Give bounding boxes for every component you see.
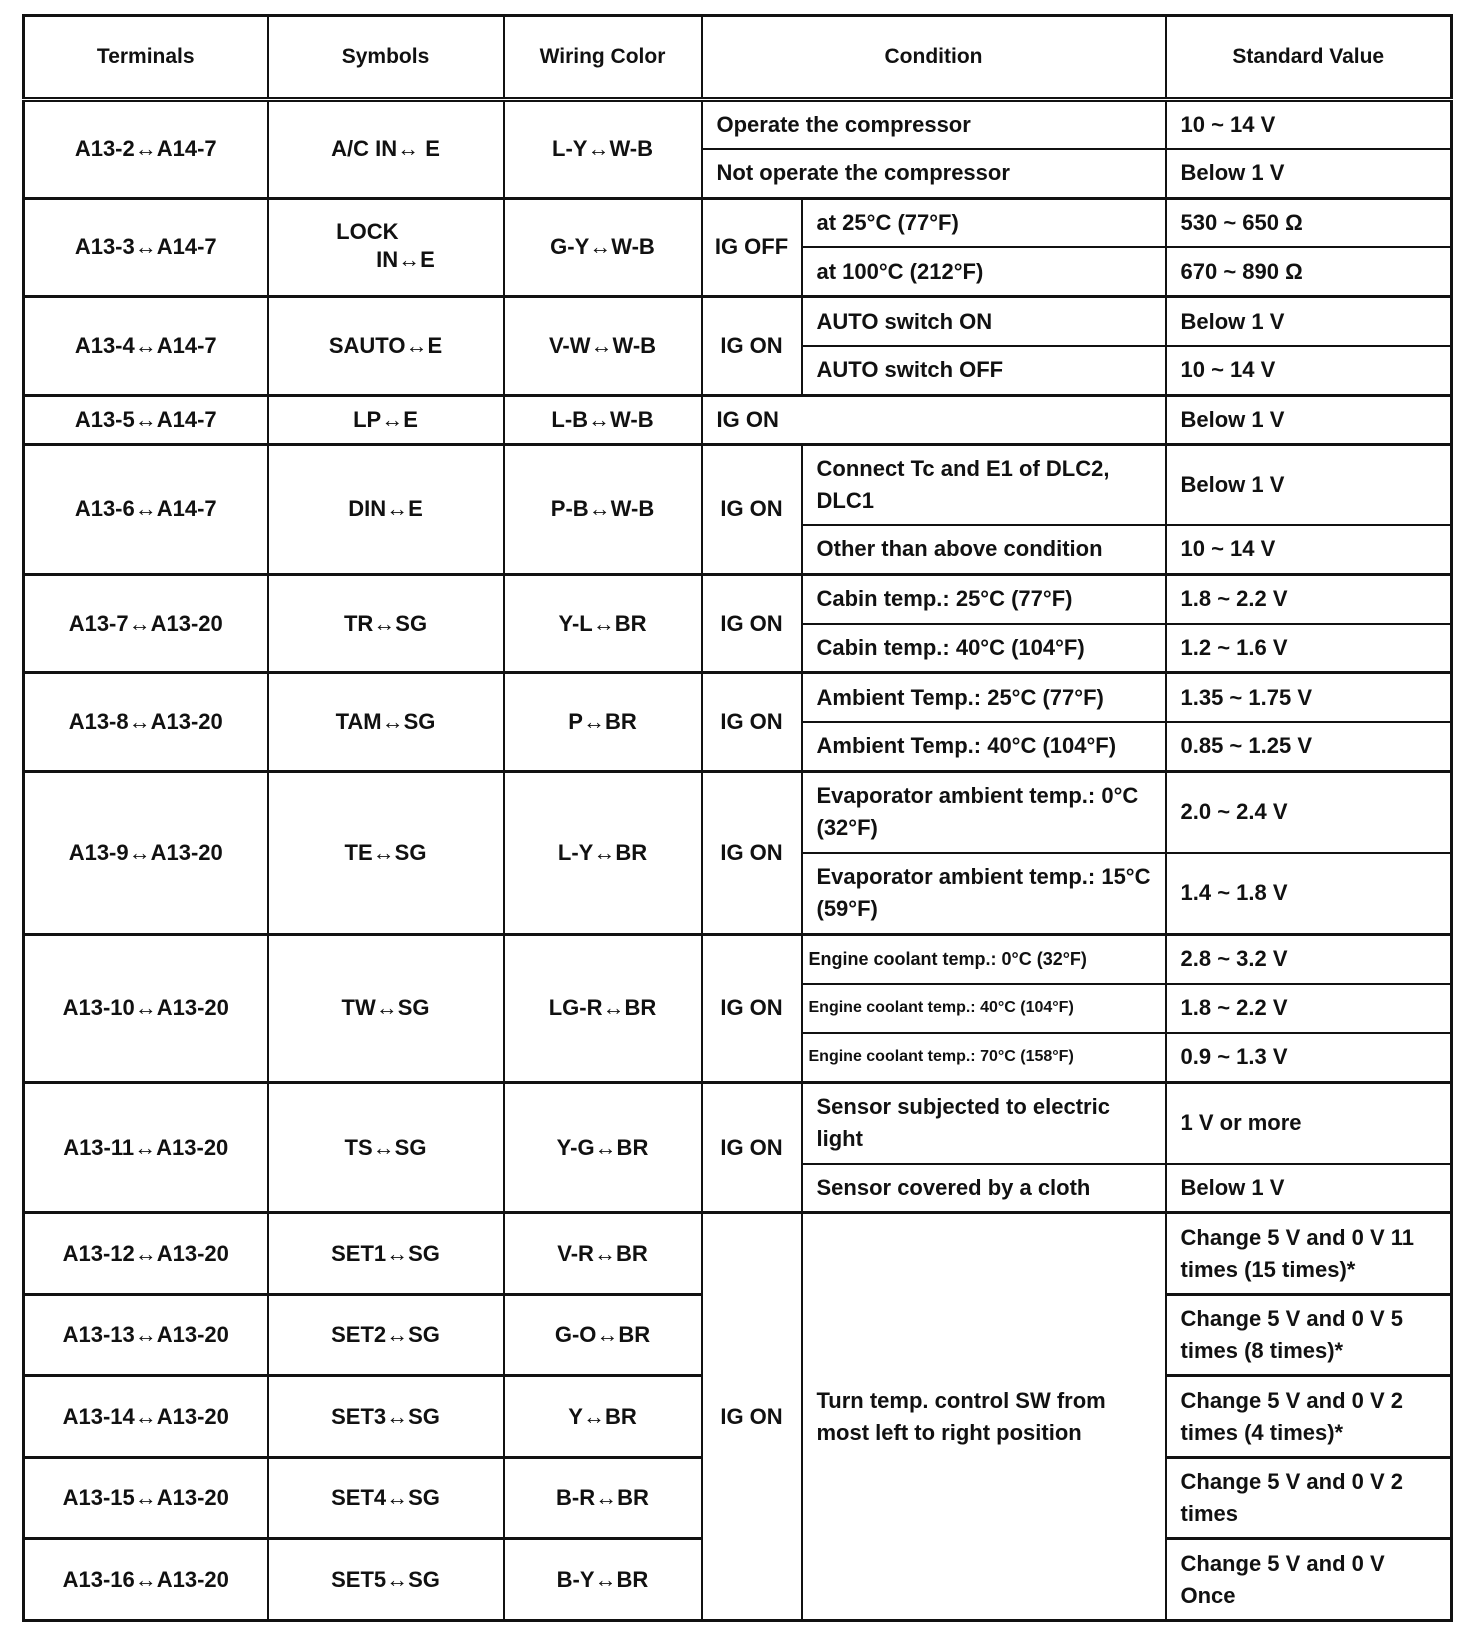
terminals-cell: A13-11↔A13-20 (24, 1082, 268, 1213)
terminals-cell: A13-8↔A13-20 (24, 673, 268, 772)
table-row (24, 444, 1452, 524)
condition-cell: Ambient Temp.: 25°C (77°F) (802, 673, 1166, 722)
ig-cell: IG ON (702, 934, 802, 1082)
value-cell: 1 V or more (1166, 1082, 1452, 1163)
value-cell: 1.8 ~ 2.2 V (1166, 574, 1452, 623)
condition-cell: at 100°C (212°F) (802, 247, 1166, 296)
header-condition: Condition (702, 16, 1166, 100)
header-row (24, 16, 1452, 100)
condition-cell: Turn temp. control SW from most left to right position (802, 1213, 1166, 1621)
symbols-cell: SAUTO↔E (268, 297, 504, 396)
terminals-cell: A13-14↔A13-20 (24, 1376, 268, 1457)
terminals-cell: A13-4↔A14-7 (24, 297, 268, 396)
condition-cell: Sensor subjected to electric light (802, 1082, 1166, 1163)
terminals-cell: A13-16↔A13-20 (24, 1539, 268, 1621)
value-cell: 10 ~ 14 V (1166, 346, 1452, 395)
symbols-cell: TE↔SG (268, 771, 504, 934)
table-row (24, 100, 1452, 149)
condition-cell: AUTO switch OFF (802, 346, 1166, 395)
value-cell: Below 1 V (1166, 444, 1452, 524)
condition-cell: at 25°C (77°F) (802, 198, 1166, 247)
value-cell: Change 5 V and 0 V 2 times (1166, 1457, 1452, 1538)
symbols-cell: SET4↔SG (268, 1457, 504, 1538)
symbols-cell: SET2↔SG (268, 1294, 504, 1375)
value-cell: 1.35 ~ 1.75 V (1166, 673, 1452, 722)
symbols-bottom-text: IN↔E (376, 247, 435, 273)
table-row (24, 1082, 1452, 1163)
symbols-cell: SET5↔SG (268, 1539, 504, 1621)
value-cell: 1.4 ~ 1.8 V (1166, 853, 1452, 934)
value-cell: 2.0 ~ 2.4 V (1166, 771, 1452, 852)
terminals-cell: A13-15↔A13-20 (24, 1457, 268, 1538)
condition-cell: Connect Tc and E1 of DLC2, DLC1 (802, 444, 1166, 524)
value-cell: Change 5 V and 0 V Once (1166, 1539, 1452, 1621)
terminals-cell: A13-6↔A14-7 (24, 444, 268, 574)
condition-cell: Cabin temp.: 40°C (104°F) (802, 624, 1166, 673)
wiring-cell: Y-L↔BR (504, 574, 702, 673)
wiring-cell: B-Y↔BR (504, 1539, 702, 1621)
terminals-cell: A13-10↔A13-20 (24, 934, 268, 1082)
value-cell: Below 1 V (1166, 1164, 1452, 1213)
wiring-cell: B-R↔BR (504, 1457, 702, 1538)
document-page (22, 14, 1450, 1622)
value-cell: Below 1 V (1166, 149, 1452, 198)
symbols-cell (268, 198, 504, 297)
wiring-cell: P-B↔W-B (504, 444, 702, 574)
condition-cell: Engine coolant temp.: 70°C (158°F) (802, 1033, 1166, 1082)
ig-cell: IG ON (702, 444, 802, 574)
value-cell: 2.8 ~ 3.2 V (1166, 934, 1452, 983)
ig-cell: IG ON (702, 771, 802, 934)
condition-cell: Other than above condition (802, 525, 1166, 574)
wiring-cell: V-R↔BR (504, 1213, 702, 1294)
wiring-cell: LG-R↔BR (504, 934, 702, 1082)
terminals-cell: A13-7↔A13-20 (24, 574, 268, 673)
wiring-cell: G-O↔BR (504, 1294, 702, 1375)
table-row (24, 673, 1452, 722)
table-row (24, 297, 1452, 346)
terminals-cell: A13-9↔A13-20 (24, 771, 268, 934)
wiring-cell: L-B↔W-B (504, 395, 702, 444)
condition-cell: Engine coolant temp.: 0°C (32°F) (802, 934, 1166, 983)
value-cell: Change 5 V and 0 V 11 times (15 times)* (1166, 1213, 1452, 1294)
wiring-cell: P↔BR (504, 673, 702, 772)
value-cell: 1.2 ~ 1.6 V (1166, 624, 1452, 673)
condition-cell: Ambient Temp.: 40°C (104°F) (802, 722, 1166, 771)
value-cell: 0.85 ~ 1.25 V (1166, 722, 1452, 771)
table-row (24, 198, 1452, 247)
condition-cell: Operate the compressor (702, 100, 1166, 149)
value-cell: Change 5 V and 0 V 5 times (8 times)* (1166, 1294, 1452, 1375)
terminals-cell: A13-3↔A14-7 (24, 198, 268, 297)
ig-cell: IG ON (702, 297, 802, 396)
wiring-cell: Y-G↔BR (504, 1082, 702, 1213)
wiring-cell: L-Y↔BR (504, 771, 702, 934)
symbols-cell: TAM↔SG (268, 673, 504, 772)
condition-cell: Evaporator ambient temp.: 15°C (59°F) (802, 853, 1166, 934)
header-standard-value: Standard Value (1166, 16, 1452, 100)
ig-cell: IG ON (702, 1082, 802, 1213)
wiring-cell: V-W↔W-B (504, 297, 702, 396)
terminals-cell: A13-13↔A13-20 (24, 1294, 268, 1375)
wiring-cell: G-Y↔W-B (504, 198, 702, 297)
terminals-cell: A13-5↔A14-7 (24, 395, 268, 444)
value-cell: 10 ~ 14 V (1166, 525, 1452, 574)
value-cell: 0.9 ~ 1.3 V (1166, 1033, 1452, 1082)
symbols-cell: DIN↔E (268, 444, 504, 574)
value-cell: 670 ~ 890 Ω (1166, 247, 1452, 296)
value-cell: 1.8 ~ 2.2 V (1166, 984, 1452, 1033)
ig-cell: IG OFF (702, 198, 802, 297)
wiring-cell: Y↔BR (504, 1376, 702, 1457)
condition-cell: Not operate the compressor (702, 149, 1166, 198)
header-terminals: Terminals (24, 16, 268, 100)
value-cell: 10 ~ 14 V (1166, 100, 1452, 149)
condition-cell: Sensor covered by a cloth (802, 1164, 1166, 1213)
table-row (24, 395, 1452, 444)
condition-cell: Engine coolant temp.: 40°C (104°F) (802, 984, 1166, 1033)
symbols-cell: SET1↔SG (268, 1213, 504, 1294)
condition-cell: Cabin temp.: 25°C (77°F) (802, 574, 1166, 623)
terminals-cell: A13-2↔A14-7 (24, 100, 268, 199)
symbols-cell: LP↔E (268, 395, 504, 444)
table-row (24, 1213, 1452, 1294)
symbols-cell: TR↔SG (268, 574, 504, 673)
value-cell: Below 1 V (1166, 297, 1452, 346)
wiring-cell: L-Y↔W-B (504, 100, 702, 199)
symbols-lock-in (336, 218, 435, 274)
value-cell: 530 ~ 650 Ω (1166, 198, 1452, 247)
header-symbols: Symbols (268, 16, 504, 100)
symbols-cell: SET3↔SG (268, 1376, 504, 1457)
value-cell: Below 1 V (1166, 395, 1452, 444)
symbols-cell: TW↔SG (268, 934, 504, 1082)
table-row (24, 934, 1452, 983)
table-row (24, 771, 1452, 852)
condition-cell: Evaporator ambient temp.: 0°C (32°F) (802, 771, 1166, 852)
condition-cell: AUTO switch ON (802, 297, 1166, 346)
symbols-cell: TS↔SG (268, 1082, 504, 1213)
ig-cell: IG ON (702, 574, 802, 673)
ig-cell: IG ON (702, 395, 1166, 444)
symbols-top-text: LOCK (336, 219, 399, 245)
terminals-cell: A13-12↔A13-20 (24, 1213, 268, 1294)
table-row (24, 574, 1452, 623)
header-wiring-color: Wiring Color (504, 16, 702, 100)
ig-cell: IG ON (702, 1213, 802, 1621)
terminal-inspection-table (22, 14, 1453, 1622)
symbols-cell: A/C IN↔ E (268, 100, 504, 199)
value-cell: Change 5 V and 0 V 2 times (4 times)* (1166, 1376, 1452, 1457)
ig-cell: IG ON (702, 673, 802, 772)
